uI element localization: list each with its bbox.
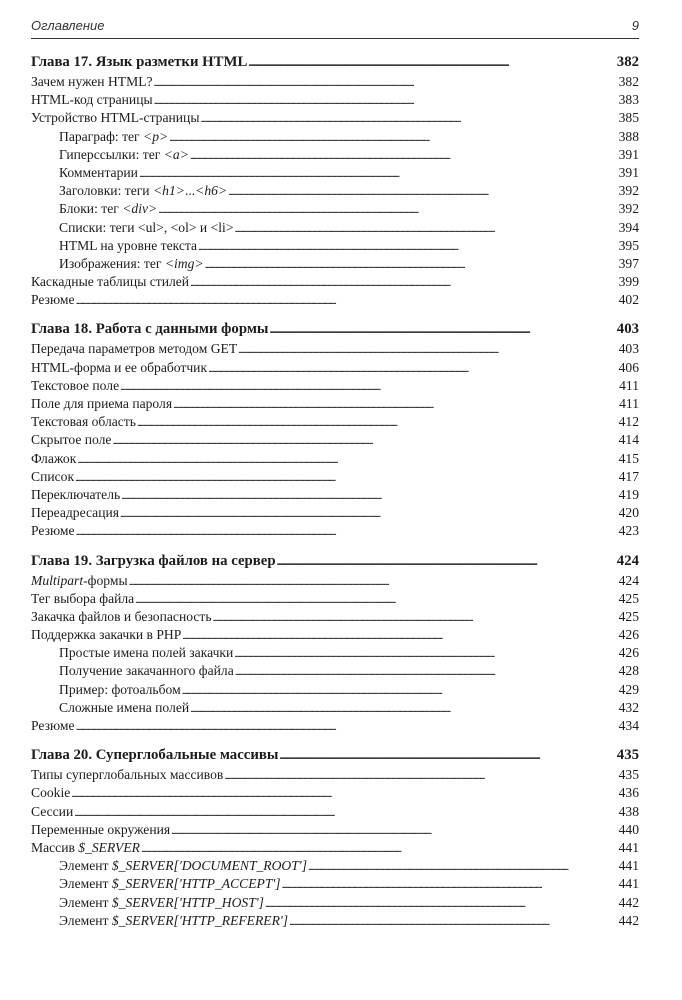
entry-title-part: Сложные имена полей (59, 699, 190, 715)
leader-dots (282, 875, 618, 894)
chapter-block (31, 319, 639, 540)
toc-entry[interactable] (31, 784, 639, 802)
entry-title-part: Список (31, 468, 75, 484)
entry-title-part: Элемент (59, 912, 112, 928)
entry-page-number: 415 (618, 450, 639, 466)
entry-page-number: 420 (618, 505, 639, 521)
chapter-title: Глава 19. Загрузка файлов на сервер (31, 552, 276, 569)
entry-title-part: Поддержка закачки в PHP (31, 627, 182, 643)
leader-dots (224, 766, 617, 785)
entry-title-part: HTML на уровне текста (59, 237, 198, 253)
entry-title-part: Типы суперглобальных массивов (31, 767, 224, 783)
entry-title (59, 200, 157, 218)
entry-title-part: Поле для приема пароля (31, 396, 173, 411)
running-head-page-number: 9 (631, 18, 639, 33)
chapter-block (31, 551, 639, 736)
entry-title (31, 626, 181, 644)
toc-subentry[interactable] (31, 644, 639, 662)
toc-subentry[interactable] (31, 200, 639, 218)
leader-dots (200, 109, 617, 128)
leader-dots (289, 912, 618, 931)
entry-title (59, 237, 197, 255)
toc-entry[interactable] (31, 626, 639, 644)
entry-page-number: 411 (619, 377, 639, 393)
entry-page-number: 391 (618, 164, 639, 180)
entry-title (31, 413, 136, 431)
entry-title-part: Массив (31, 839, 79, 855)
leader-dots (171, 821, 617, 840)
toc-entry[interactable] (31, 821, 639, 839)
entry-title-part: Сессии (31, 803, 74, 819)
leader-dots (182, 681, 618, 700)
entry-title-part: <div> (122, 201, 158, 217)
toc-entry[interactable] (31, 717, 639, 735)
leader-dots (235, 219, 618, 238)
entry-title (31, 486, 120, 504)
toc-entry[interactable] (31, 450, 639, 468)
entry-title (59, 146, 189, 164)
running-head-title: Оглавление (31, 18, 105, 33)
entry-title-part: Устройство HTML-страницы (31, 110, 200, 126)
toc-subentry[interactable] (31, 894, 639, 912)
entry-title-part: Скрытое поле (31, 432, 112, 448)
entry-title-part: Резюме (31, 718, 75, 733)
leader-dots (158, 200, 617, 219)
entry-title-part: Элемент (59, 858, 112, 874)
entry-title-part: <h1> (152, 183, 185, 199)
entry-title (59, 875, 281, 893)
entry-page-number: 395 (618, 237, 639, 253)
entry-page-number: 406 (618, 359, 639, 375)
chapter-block (31, 52, 639, 309)
leader-dots (238, 340, 617, 359)
toc-entry[interactable] (31, 340, 639, 358)
entry-page-number: 411 (619, 396, 639, 411)
leader-dots (77, 450, 617, 469)
entry-title (31, 839, 140, 857)
entry-page-number: 432 (618, 699, 639, 715)
chapter-heading[interactable] (31, 52, 639, 73)
leader-dots (74, 803, 617, 822)
entry-title-part: Текстовая область (31, 414, 136, 430)
entry-title-part: <a> (163, 146, 189, 162)
leader-dots (234, 644, 617, 663)
toc-entry[interactable] (31, 291, 639, 309)
entry-title (31, 784, 70, 802)
entry-page-number: 388 (618, 128, 639, 144)
entry-page-number: 434 (618, 718, 639, 733)
entry-page-number: 412 (618, 414, 639, 430)
toc-subentry[interactable] (31, 255, 639, 273)
leader-dots (213, 608, 618, 627)
toc-entry[interactable] (31, 486, 639, 504)
entry-page-number: 425 (618, 590, 639, 606)
leader-dots (76, 291, 618, 310)
chapter-title: Глава 17. Язык разметки HTML (31, 54, 248, 70)
toc-entry[interactable] (31, 839, 639, 857)
entry-page-number: 414 (618, 432, 639, 448)
chapter-title: Глава 20. Суперглобальные массивы (31, 747, 279, 764)
entry-title (31, 73, 153, 91)
entry-page-number: 385 (618, 110, 639, 126)
leader-dots (112, 431, 617, 450)
entry-page-number: 428 (618, 663, 639, 679)
toc-entry[interactable] (31, 590, 639, 608)
header-rule (31, 38, 639, 39)
chapter-heading[interactable] (31, 745, 639, 766)
entry-page-number: 392 (618, 183, 639, 199)
chapter-page-number: 382 (616, 54, 639, 70)
chapter-page-number: 403 (616, 321, 639, 338)
entry-title (59, 662, 234, 680)
leader-dots (76, 717, 618, 736)
entry-title-part: Гиперссылки: тег (59, 146, 164, 162)
entry-title (31, 803, 73, 821)
entry-title (31, 109, 199, 127)
entry-title-part: Параграф: тег (59, 128, 144, 144)
entry-title (59, 128, 168, 146)
entry-title (31, 608, 212, 626)
entry-title-part: Пример: фотоальбом (59, 681, 181, 697)
entry-title-part: Резюме (31, 523, 75, 539)
entry-title (31, 431, 111, 449)
entry-title-part: Списки: теги <ul>, <ol> и <li> (59, 219, 234, 235)
leader-dots (139, 164, 618, 183)
leader-dots (269, 319, 615, 341)
toc-entry[interactable] (31, 377, 639, 395)
toc-subentry[interactable] (31, 912, 639, 930)
entry-title-part: Заголовки: теги (59, 183, 153, 199)
toc-entry[interactable] (31, 504, 639, 522)
entry-title-part: Блоки: тег (59, 201, 123, 217)
entry-title (31, 821, 170, 839)
toc-entry[interactable] (31, 572, 639, 590)
entry-title-part: Комментарии (59, 164, 138, 180)
entry-title (31, 766, 223, 784)
entry-title (31, 450, 76, 468)
entry-title-part: Multipart (31, 572, 84, 588)
entry-page-number: 397 (618, 255, 639, 271)
entry-title (59, 857, 307, 875)
entry-title-part: Cookie (31, 785, 71, 801)
entry-title-part: $_SERVER['DOCUMENT_ROOT'] (111, 858, 307, 874)
entry-page-number: 417 (618, 468, 639, 484)
entry-page-number: 425 (618, 608, 639, 624)
toc-entry[interactable] (31, 91, 639, 109)
entry-title (59, 182, 227, 200)
entry-title-part: Получение закачанного файла (59, 663, 234, 679)
entry-title-part: Резюме (31, 292, 75, 308)
entry-title (31, 359, 207, 377)
toc-subentry[interactable] (31, 699, 639, 717)
entry-title (59, 681, 181, 699)
chapter-page-number: 435 (616, 747, 639, 764)
entry-title-part: Каскадные таблицы стилей (31, 274, 190, 290)
entry-title-part: Элемент (59, 894, 112, 910)
entry-title (59, 699, 189, 717)
entry-title-part: Закачка файлов и безопасность (31, 608, 212, 624)
toc-entry[interactable] (31, 766, 639, 784)
toc-entry[interactable] (31, 413, 639, 431)
toc-entry[interactable] (31, 608, 639, 626)
leader-dots (308, 857, 618, 876)
chapter-page-number: 424 (616, 552, 639, 569)
entry-title (31, 340, 237, 358)
entry-title (59, 912, 288, 930)
leader-dots (137, 413, 618, 432)
entry-title-part: $_SERVER['HTTP_HOST'] (111, 894, 264, 910)
leader-dots (279, 745, 615, 767)
entry-title-part: Простые имена полей закачки (59, 645, 234, 661)
toc-entry[interactable] (31, 273, 639, 291)
chapter-title: Глава 18. Работа с данными формы (31, 321, 269, 338)
leader-dots (75, 468, 618, 487)
entry-title (31, 291, 75, 309)
entry-title-part: ... (184, 183, 196, 199)
entry-title-part: Передача параметров методом GET (31, 341, 238, 357)
leader-dots (120, 504, 618, 523)
entry-page-number: 441 (618, 876, 639, 892)
entry-page-number: 442 (618, 912, 639, 928)
leader-dots (71, 784, 617, 803)
leader-dots (228, 182, 618, 201)
entry-page-number: 423 (618, 523, 639, 539)
entry-title-part: Переменные окружения (31, 821, 171, 837)
leader-dots (154, 73, 618, 92)
entry-page-number: 394 (618, 219, 639, 235)
entry-title-part: HTML-код страницы (31, 92, 153, 108)
toc-subentry[interactable] (31, 219, 639, 237)
entry-page-number: 383 (618, 92, 639, 108)
entry-title-part: Изображения: тег (59, 255, 165, 271)
toc-subentry[interactable] (31, 662, 639, 680)
leader-dots (169, 128, 617, 147)
toc-entry[interactable] (31, 73, 639, 91)
entry-page-number: 442 (618, 894, 639, 910)
entry-page-number: 402 (618, 292, 639, 308)
entry-title (31, 395, 172, 413)
entry-title (59, 894, 264, 912)
entry-title-part: <p> (143, 128, 169, 144)
entry-title-part: Переадресация (31, 505, 120, 521)
leader-dots (135, 590, 617, 609)
entry-title (31, 572, 128, 590)
entry-title (31, 590, 134, 608)
entry-page-number: 424 (618, 572, 639, 588)
leader-dots (76, 522, 618, 541)
entry-title (59, 164, 138, 182)
entry-title (59, 219, 234, 237)
toc-entry[interactable] (31, 359, 639, 377)
chapter-heading[interactable] (31, 319, 639, 340)
leader-dots (190, 699, 617, 718)
leader-dots (190, 146, 618, 165)
leader-dots (277, 551, 616, 573)
leader-dots (129, 572, 618, 591)
toc-subentry[interactable] (31, 875, 639, 893)
entry-page-number: 403 (618, 341, 639, 357)
leader-dots (205, 255, 618, 274)
chapter-block (31, 745, 639, 930)
entry-page-number: 399 (618, 274, 639, 290)
toc-subentry[interactable] (31, 681, 639, 699)
entry-title-part: HTML-форма и ее обработчик (31, 359, 208, 375)
entry-title (31, 377, 119, 395)
entry-page-number: 426 (618, 627, 639, 643)
entry-page-number: 441 (618, 858, 639, 874)
leader-dots (173, 395, 618, 414)
entry-page-number: 438 (618, 803, 639, 819)
toc-entry[interactable] (31, 468, 639, 486)
toc-entry[interactable] (31, 522, 639, 540)
running-head (31, 18, 639, 38)
entry-page-number: 419 (618, 486, 639, 502)
toc-subentry[interactable] (31, 182, 639, 200)
entry-title (31, 468, 74, 486)
toc-entry[interactable] (31, 431, 639, 449)
entry-page-number: 436 (618, 785, 639, 801)
entry-page-number: 382 (618, 74, 639, 89)
toc-subentry[interactable] (31, 128, 639, 146)
entry-title (31, 504, 119, 522)
toc-entry[interactable] (31, 395, 639, 413)
table-of-contents (31, 52, 639, 940)
entry-page-number: 391 (618, 146, 639, 162)
entry-title-part: Переключатель (31, 486, 121, 502)
entry-page-number: 440 (618, 821, 639, 837)
entry-title-part: Зачем нужен HTML? (31, 74, 153, 89)
leader-dots (182, 626, 617, 645)
toc-subentry[interactable] (31, 146, 639, 164)
leader-dots (154, 91, 618, 110)
entry-title (31, 717, 75, 735)
toc-subentry[interactable] (31, 164, 639, 182)
toc-entry[interactable] (31, 803, 639, 821)
chapter-heading[interactable] (31, 551, 639, 572)
entry-title-part: $_SERVER['HTTP_REFERER'] (111, 912, 289, 928)
entry-title (59, 255, 204, 273)
entry-page-number: 435 (618, 767, 639, 783)
entry-title (59, 644, 233, 662)
entry-title-part: Текстовое поле (31, 377, 120, 393)
entry-page-number: 429 (618, 681, 639, 697)
entry-title-part: $_SERVER['HTTP_ACCEPT'] (111, 876, 281, 892)
entry-title (31, 91, 153, 109)
entry-title-part: <h6> (195, 183, 228, 199)
entry-page-number: 392 (618, 201, 639, 217)
entry-title-part: Флажок (31, 450, 77, 466)
toc-subentry[interactable] (31, 237, 639, 255)
entry-title-part: Тег выбора файла (31, 590, 135, 606)
toc-subentry[interactable] (31, 857, 639, 875)
toc-entry[interactable] (31, 109, 639, 127)
entry-page-number: 441 (618, 839, 639, 855)
leader-dots (248, 52, 615, 74)
entry-title-part: Элемент (59, 876, 112, 892)
leader-dots (121, 486, 617, 505)
entry-title (31, 273, 189, 291)
leader-dots (235, 662, 618, 681)
entry-title (31, 522, 75, 540)
leader-dots (190, 273, 618, 292)
entry-title-part: $_SERVER (78, 839, 140, 855)
leader-dots (141, 839, 618, 858)
entry-title-part: <img> (164, 255, 204, 271)
leader-dots (208, 359, 618, 378)
leader-dots (120, 377, 618, 396)
entry-page-number: 426 (618, 645, 639, 661)
leader-dots (198, 237, 618, 256)
leader-dots (265, 894, 618, 913)
entry-title-part: -формы (83, 572, 128, 588)
